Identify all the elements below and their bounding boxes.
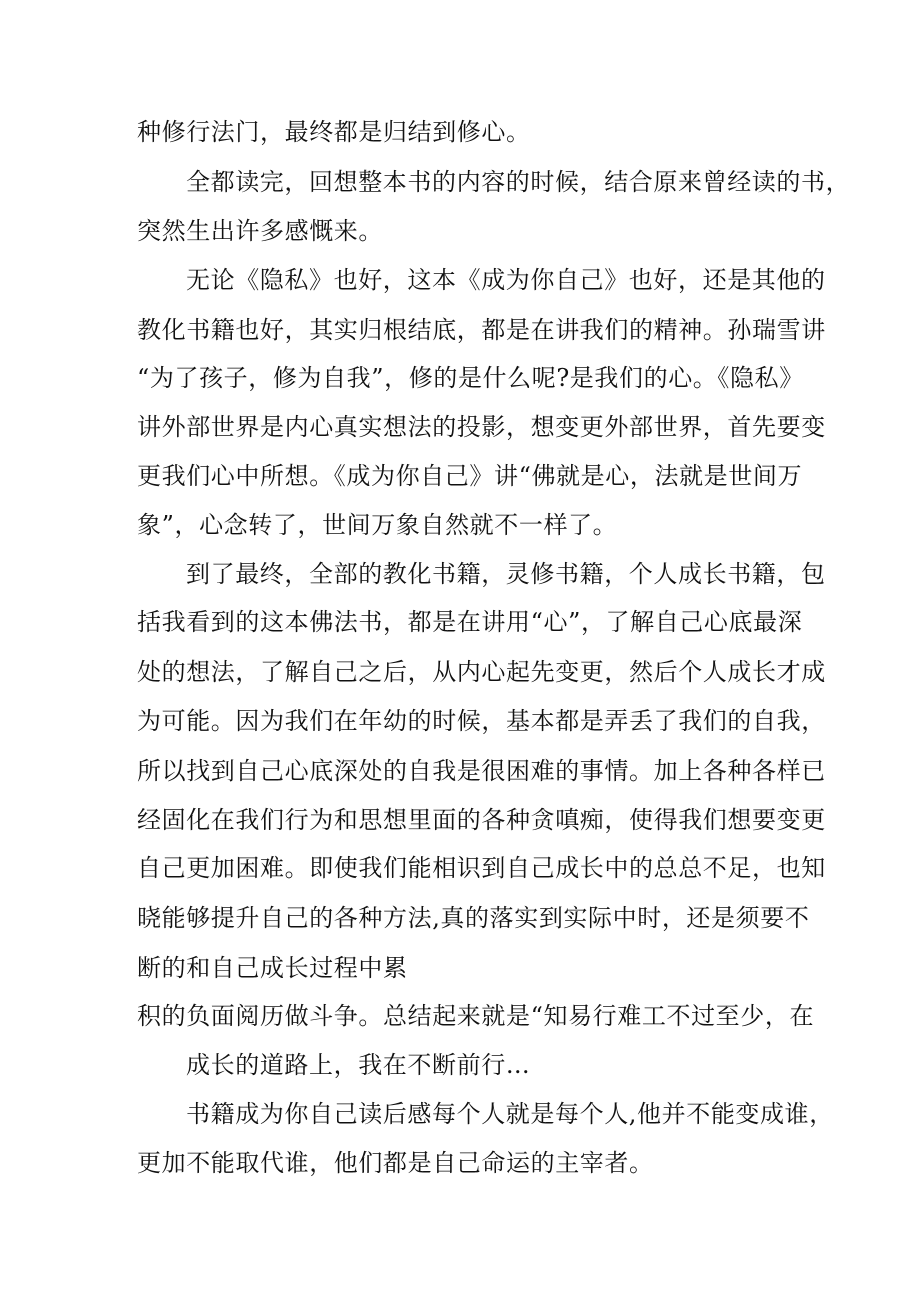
text-line: 成长的道路上，我在不断前行…: [186, 1051, 531, 1079]
text-line: 种修行法门，最终都是归结到修心。: [137, 118, 531, 146]
text-line: 断的和自己成长过程中累: [137, 954, 408, 982]
text-line: 括我看到的这本佛法书，都是在讲用“心”，了解自己心底最深: [137, 608, 803, 636]
text-line: 讲外部世界是内心真实想法的投影，想变更外部世界，首先要变: [137, 413, 826, 441]
text-line: 自己更加困难。即使我们能相识到自己成长中的总总不足，也知: [137, 854, 826, 882]
text-line: 无论《隐私》也好，这本《成为你自己》也好，还是其他的: [186, 266, 826, 294]
text-line: 象”，心念转了，世间万象自然就不一样了。: [137, 511, 618, 539]
text-line: 所以找到自己心底深处的自我是很困难的事情。加上各种各样已: [137, 757, 826, 785]
text-line: 到了最终，全部的教化书籍，灵修书籍，个人成长书籍，包: [186, 560, 826, 588]
text-line: 突然生出许多感慨来。: [137, 217, 383, 245]
text-line: 处的想法，了解自己之后，从内心起先变更，然后个人成长才成: [137, 658, 826, 686]
text-line: 积的负面阅历做斗争。总结起来就是“知易行难工不过至少，在: [137, 1002, 815, 1030]
text-line: 更我们心中所想。《成为你自己》讲“佛就是心，法就是世间万: [137, 462, 803, 490]
text-line: 全都读完，回想整本书的内容的时候，结合原来曾经读的书，: [186, 168, 851, 196]
text-line: 书籍成为你自己读后感每个人就是每个人,他并不能变成谁，: [186, 1100, 834, 1128]
text-line: 为可能。因为我们在年幼的时候，基本都是弄丢了我们的自我，: [137, 707, 826, 735]
text-line: 经固化在我们行为和思想里面的各种贪嗔痴，使得我们想要变更: [137, 806, 826, 834]
text-line: 更加不能取代谁，他们都是自己命运的主宰者。: [137, 1149, 654, 1177]
text-line: 教化书籍也好，其实归根结底，都是在讲我们的精神。孙瑞雪讲: [137, 316, 826, 344]
text-line: “为了孩子，修为自我”，修的是什么呢?是我们的心。《隐私》: [137, 364, 804, 392]
text-line: 晓能够提升自己的各种方法,真的落实到实际中时，还是须要不: [137, 904, 810, 932]
